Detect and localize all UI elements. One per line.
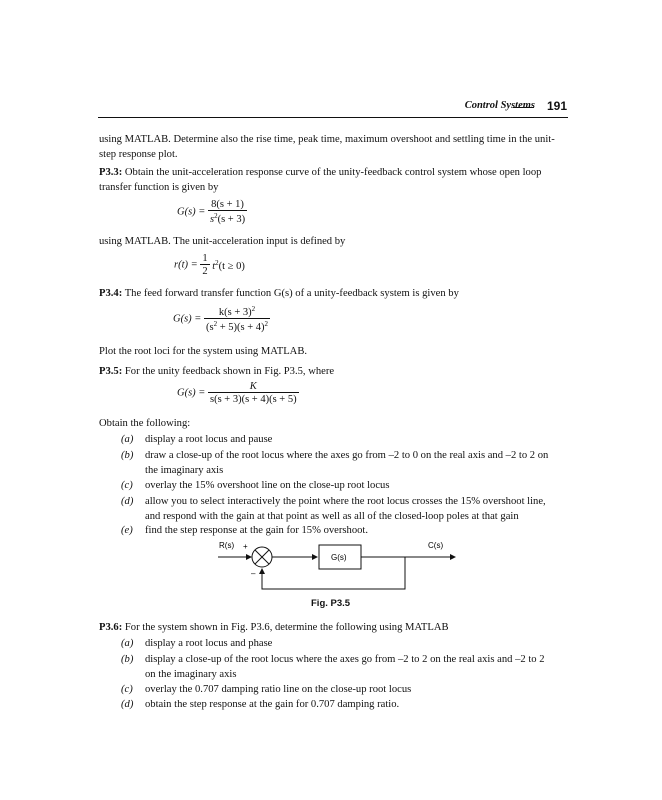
minus-sign: – [251, 569, 256, 578]
block-diagram-svg [215, 539, 475, 599]
p3-3-input-text: using MATLAB. The unit-acceleration input is defined by [99, 236, 346, 247]
block-diagram-p3-5 [215, 539, 475, 599]
list-item: (a) display a root locus and pause [121, 434, 273, 445]
problem-label: P3.6: [99, 622, 123, 633]
list-item: (d) obtain the step response at the gain for 0.707 damping ratio. [121, 699, 400, 710]
header-dash-rule [513, 107, 534, 108]
problem-p3-5: P3.5: For the unity feedback shown in Fig. P3.5, where [99, 366, 335, 377]
header-rule [98, 117, 568, 118]
list-item: (c) overlay the 0.707 damping ratio line on the close-up root locus [121, 684, 412, 695]
list-item: (c) overlay the 15% overshoot line on the close-up root locus [121, 480, 390, 491]
header-title: Control Systems [464, 100, 535, 111]
equation-p3-4-transfer-function: G(s) = $\frac{k(s + 3)^2}{(s^2 + 5)(s + 4)^2}$ [173, 305, 269, 333]
list-item: (b) display a close-up of the root locus where the axes go from –2 to 2 on the real axis and –2 to 2 on the imaginary axis [121, 654, 545, 680]
problem-p3-4: P3.4: The feed forward transfer function G(s) of a unity-feedback system is given by [99, 288, 459, 299]
equation-p3-3-transfer-function: G(s) = $\frac{8(s + 1)}{s^2(s + 3)}$ [177, 199, 246, 225]
equation-p3-5-transfer-function: G(s) = $\frac{K}{s(s + 3)(s + 4)(s + 5)}$ [177, 381, 297, 405]
list-item: (d) allow you to select interactively the point where the root locus crosses the 15% overshoot line, and respond with the gain at that point as well as all of the closed-loop poles at that gain [121, 496, 546, 522]
running-header [0, 99, 662, 115]
list-item: (a) display a root locus and phase [121, 638, 273, 649]
obtain-heading: Obtain the following: [99, 418, 191, 429]
page-number: 191 [547, 99, 568, 113]
problem-p3-6: P3.6: For the system shown in Fig. P3.6, determine the following using MATLAB [99, 622, 449, 633]
problem-label: P3.5: [99, 366, 123, 377]
problem-label: P3.4: [99, 288, 123, 299]
list-item: (b) draw a close-up of the root locus where the axes go from –2 to 0 on the real axis and –2 to 2 on the imaginary axis [121, 450, 549, 476]
intro-paragraph: using MATLAB. Determine also the rise time, peak time, maximum overshoot and settling time in the unit- step response plot. [99, 134, 555, 160]
list-item: (e) find the step response at the gain for 15% overshoot. [121, 525, 369, 536]
summing-junction [252, 547, 272, 567]
equation-unit-acceleration-input: r(t) = $\frac{1}{2}$ $t^2(t \ge 0)$ [174, 253, 245, 277]
figure-caption: Fig. P3.5 [311, 598, 351, 609]
input-label: R(s) [219, 541, 235, 550]
problem-label: P3.3: [99, 167, 123, 178]
problem-p3-3: P3.3: Obtain the unit-acceleration response curve of the unity-feedback control system whose open loop transfer function is given by [99, 167, 542, 193]
output-label: C(s) [428, 541, 444, 550]
plus-sign: + [243, 542, 248, 551]
p3-4-instruction: Plot the root loci for the system using MATLAB. [99, 346, 308, 357]
block-label: G(s) [331, 553, 347, 562]
